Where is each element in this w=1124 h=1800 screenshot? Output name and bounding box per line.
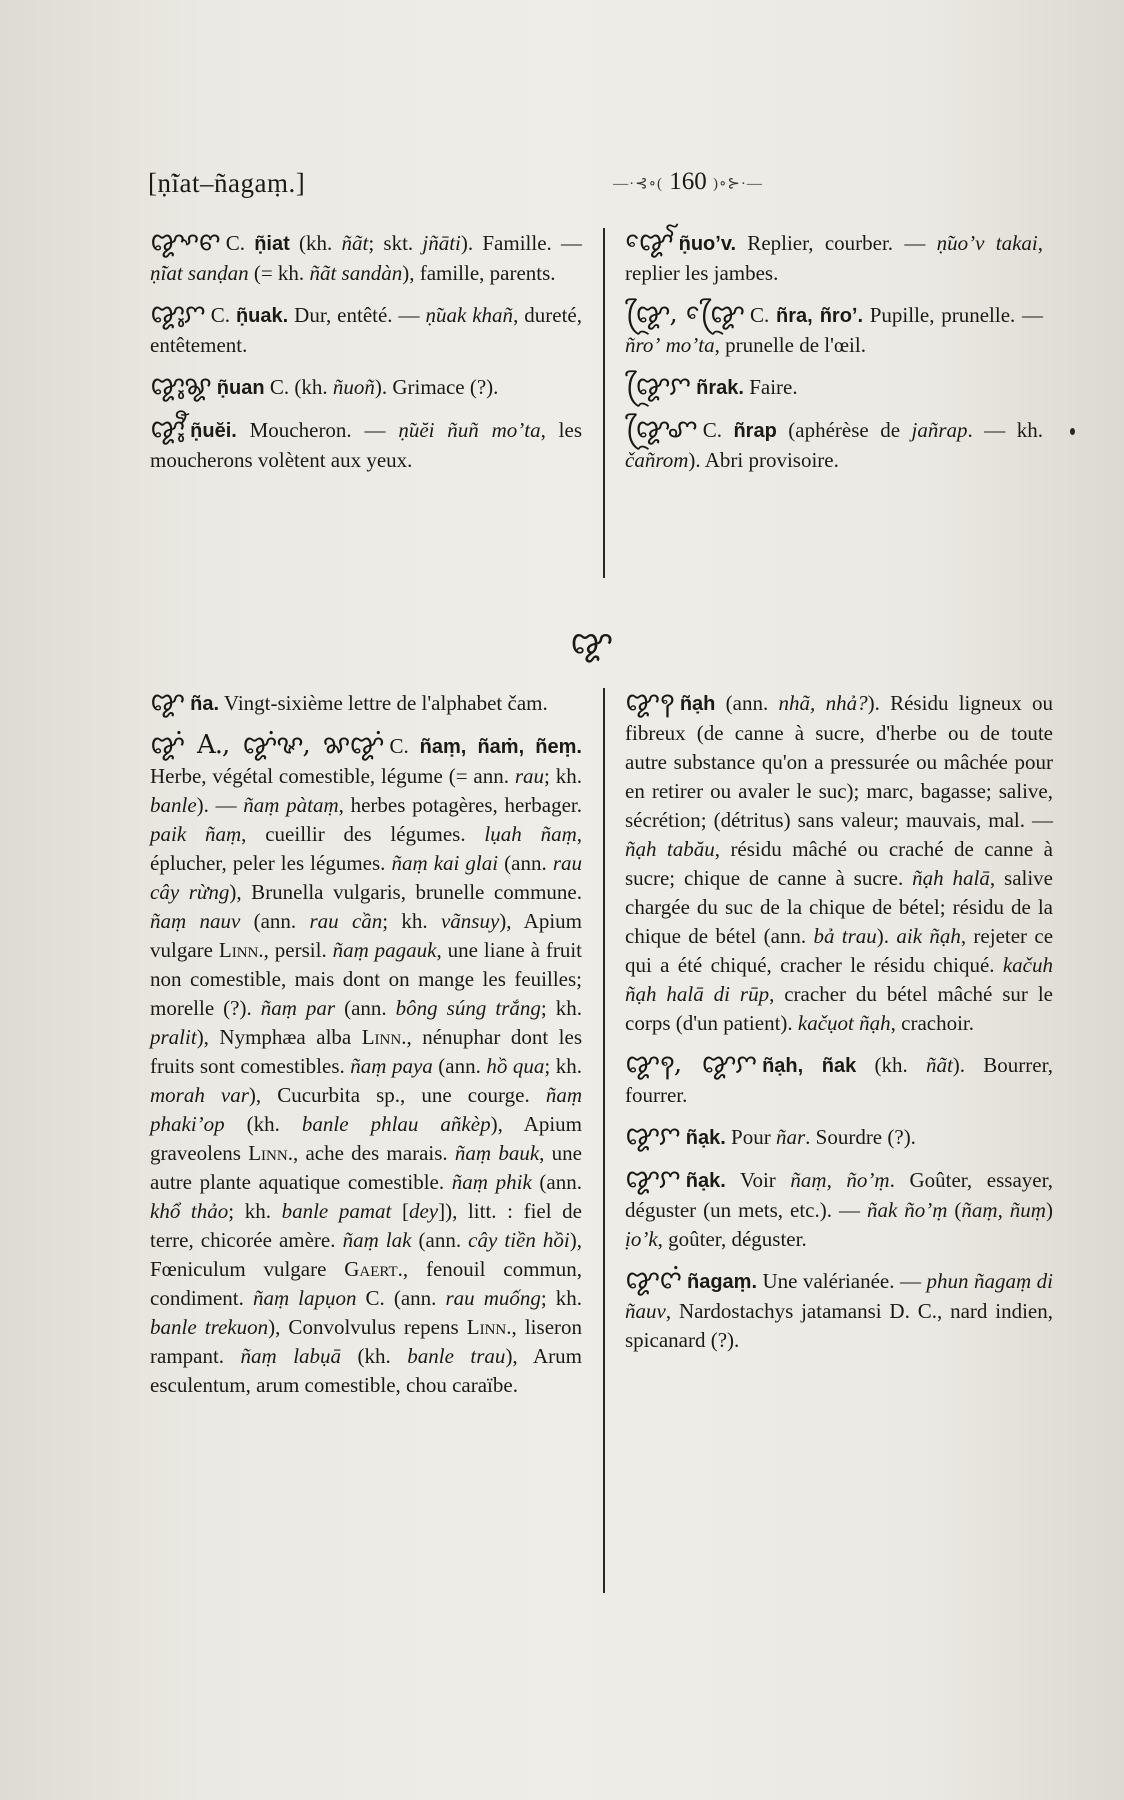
ornament-right: )∘⊱·— <box>713 175 763 192</box>
entry-definition: ñạk. Pour ñar. Sourdre (?). <box>685 1125 916 1149</box>
entry-definition: C. ñra, ñroʼ. Pupille, prunelle. — ñroʼ moʼta, prunelle de l'œil. <box>625 303 1043 357</box>
dictionary-entry <box>150 300 582 360</box>
entry-definition: C. ñrap (aphérèse de jañrap. — kh. čañrom). Abri provisoire. <box>625 418 1044 472</box>
cham-script-headword: ꨑꨶꨬ <box>150 414 185 444</box>
cham-script-headword: ꨑ <box>150 687 185 717</box>
section-letter-glyph: ꨑ <box>570 623 614 661</box>
entry-definition: C. ṇ̃iat (kh. ñãt; skt. jñāti). Famille. — ṇ̃iat sanḍan (= kh. ñãt sandàn), famille, parents. <box>150 231 582 285</box>
entry-definition: ñạh, ñak (kh. ñãt). Bourrer, fourrer. <box>625 1053 1054 1107</box>
dictionary-entry <box>625 228 1043 288</box>
entry-text <box>625 372 1043 403</box>
cham-script-headword: ꨑꨈꩌ <box>625 1265 681 1295</box>
cham-script-headword: ꨑꨳꨓ <box>150 227 220 257</box>
entry-text <box>625 1266 1053 1355</box>
entry-text <box>150 300 582 360</box>
dictionary-entry <box>625 1050 1053 1110</box>
dictionary-entry <box>625 1165 1053 1254</box>
entry-definition: ñagaṃ. Une valérianée. — phun ñagaṃ di ñauv, Nardostachys jatamansi D. C., nard indien, spicanard (?). <box>625 1269 1053 1352</box>
dictionary-entry <box>150 415 582 475</box>
dictionary-entry <box>150 372 582 403</box>
cham-script-headword: ꨑꨴ, ꨑꨴꨯ <box>625 299 745 329</box>
entry-text <box>625 300 1043 360</box>
entry-text <box>625 1050 1053 1110</box>
entry-definition: C. ṇ̃uak. Dur, entêté. — ṇ̃uak khañ, dureté, entêtement. <box>150 303 582 357</box>
dictionary-entry <box>625 372 1043 403</box>
dictionary-entry <box>625 300 1043 360</box>
page-number-line <box>523 168 853 196</box>
entry-definition: ñạk. Voir ñaṃ, ñoʼṃ. Goûter, essayer, déguster (un mets, etc.). — ñak ñoʼṃ (ñaṃ, ñuṃ) ịoʼk, goûter, déguster. <box>625 1168 1053 1251</box>
ornament-left: —·⊰∘( <box>613 175 663 192</box>
entry-text <box>150 731 582 1400</box>
entry-text <box>625 228 1043 288</box>
entry-text <box>150 688 582 719</box>
cham-script-headword: ꨑꩍ, ꨑꨆ <box>625 1049 757 1079</box>
lower-left-column <box>150 688 582 1412</box>
column-divider-upper <box>603 228 605 578</box>
entry-definition: ṇ̃uĕi. Moucheron. — ṇ̃uĕi ñuñ moʼta, les moucherons volètent aux yeux. <box>150 418 583 472</box>
dictionary-entry <box>625 1266 1053 1355</box>
running-head: [ṇ̃iat–ñagaṃ.] <box>148 168 306 198</box>
entry-definition: ṇ̃uan C. (kh. ñuoñ). Grimace (?). <box>216 375 499 399</box>
dictionary-entry <box>150 228 582 288</box>
page-number: 160 <box>669 168 707 195</box>
dictionary-entry <box>150 731 582 1400</box>
cham-script-headword: ꨑꨆ <box>625 1164 680 1194</box>
cham-script-headword: ꨑꨴꨚ <box>625 414 697 444</box>
upper-right-column <box>625 228 1043 487</box>
cham-script-headword: ꨑꨴꨆ <box>625 371 691 401</box>
entry-definition: C. ñaṃ, ñaṁ, ñeṃ. Herbe, végétal comestible, légume (= ann. rau; kh. banle). — ñaṃ pàtaṃ, herbes potagères, herbager. paik ñaṃ, cueillir des légumes. lụah ñaṃ, éplucher, peler les légumes. ñaṃ kai glai (ann. rau cây rừng), Brunella vulgaris, brunelle commune. ñaṃ nauv (ann. rau cần; kh. vãnsuy), Apium vulgare Linn., persil. ñaṃ pagauk, une liane à fruit non comestible, mais dont on mange les feuilles; morelle (?). ñaṃ par (ann. bông súng trắng; kh. pralit), Nymphæa alba Linn., nénuphar dont les fruits sont comestibles. ñaṃ paya (ann. hồ qua; kh. morah var), Cucurbita sp., une courge. ñaṃ phakiʼop (kh. banle phlau añkèp), Apium graveolens Linn., ache des marais. ñaṃ bauk, une autre plante aquatique comestible. ñaṃ phik (ann. khổ thảo; kh. banle pamat [dey]), litt. : fiel de terre, chicorée amère. ñaṃ lak (ann. cây tiền hồi), Fœniculum vulgare Gaert., fenouil commun, condiment. ñaṃ lapụon C. (ann. rau muống; kh. banle trekuon), Convolvulus repens Linn., liseron rampant. ñaṃ labụā (kh. banle trau), Arum esculentum, arum comestible, chou caraïbe. <box>150 734 583 1397</box>
column-divider-lower <box>603 688 605 1593</box>
entry-definition: ñạh (ann. nhã, nhả?). Résidu ligneux ou fibreux (de canne à sucre, d'herbe ou de toute autre substance qu'on a pressurée ou mâchée pour en retirer ou avaler le suc); marc, bagasse; salive, sécrétion; (détritus) sans valeur; mauvais, mal. — ñạh tabău, résidu mâché ou craché de canne à sucre; chique de canne à sucre. ñạh halā, salive chargée du suc de la chique de bétel; résidu de la chique de bétel (ann. bả trau). aik ñạh, rejeter ce qui a été chiqué, cracher le résidu chiqué. kačuh ñạh halā di rūp, cracher du bétel mâché sur le corps (d'un patient). kačụot ñạh, crachoir. <box>625 691 1054 1035</box>
upper-left-column <box>150 228 582 487</box>
entry-text <box>625 1122 1053 1153</box>
paper-speck <box>1070 428 1075 435</box>
entry-text <box>150 228 582 288</box>
lower-right-column <box>625 688 1053 1367</box>
dictionary-entry <box>625 688 1053 1038</box>
entry-text <box>625 1165 1053 1254</box>
dictionary-entry <box>625 1122 1053 1153</box>
entry-text <box>150 372 582 403</box>
entry-definition: ñrak. Faire. <box>696 375 798 399</box>
cham-script-headword: ꨑꨶꨘ <box>150 371 211 401</box>
cham-script-headword: ꨑꨆ <box>625 1121 680 1151</box>
page-header <box>148 168 1048 208</box>
cham-script-headword: ꨑꨯꨱ <box>625 227 673 257</box>
entry-text <box>625 415 1043 475</box>
cham-script-headword: ꨑꨶꨆ <box>150 299 205 329</box>
entry-definition: ṇ̃uoʼv. Replier, courber. — ṇ̃uoʼv takai, replier les jambes. <box>625 231 1043 285</box>
cham-script-headword: ꨑꩍ <box>625 687 674 717</box>
entry-text <box>150 415 582 475</box>
dictionary-entry <box>150 688 582 719</box>
cham-script-headword: ꨑꩌ A., ꨑꩌꨟ, ꨗꨑꩌ <box>150 730 384 760</box>
entry-text <box>625 688 1053 1038</box>
dictionary-entry <box>625 415 1043 475</box>
entry-definition: ña. Vingt-sixième lettre de l'alphabet čam. <box>190 691 548 715</box>
